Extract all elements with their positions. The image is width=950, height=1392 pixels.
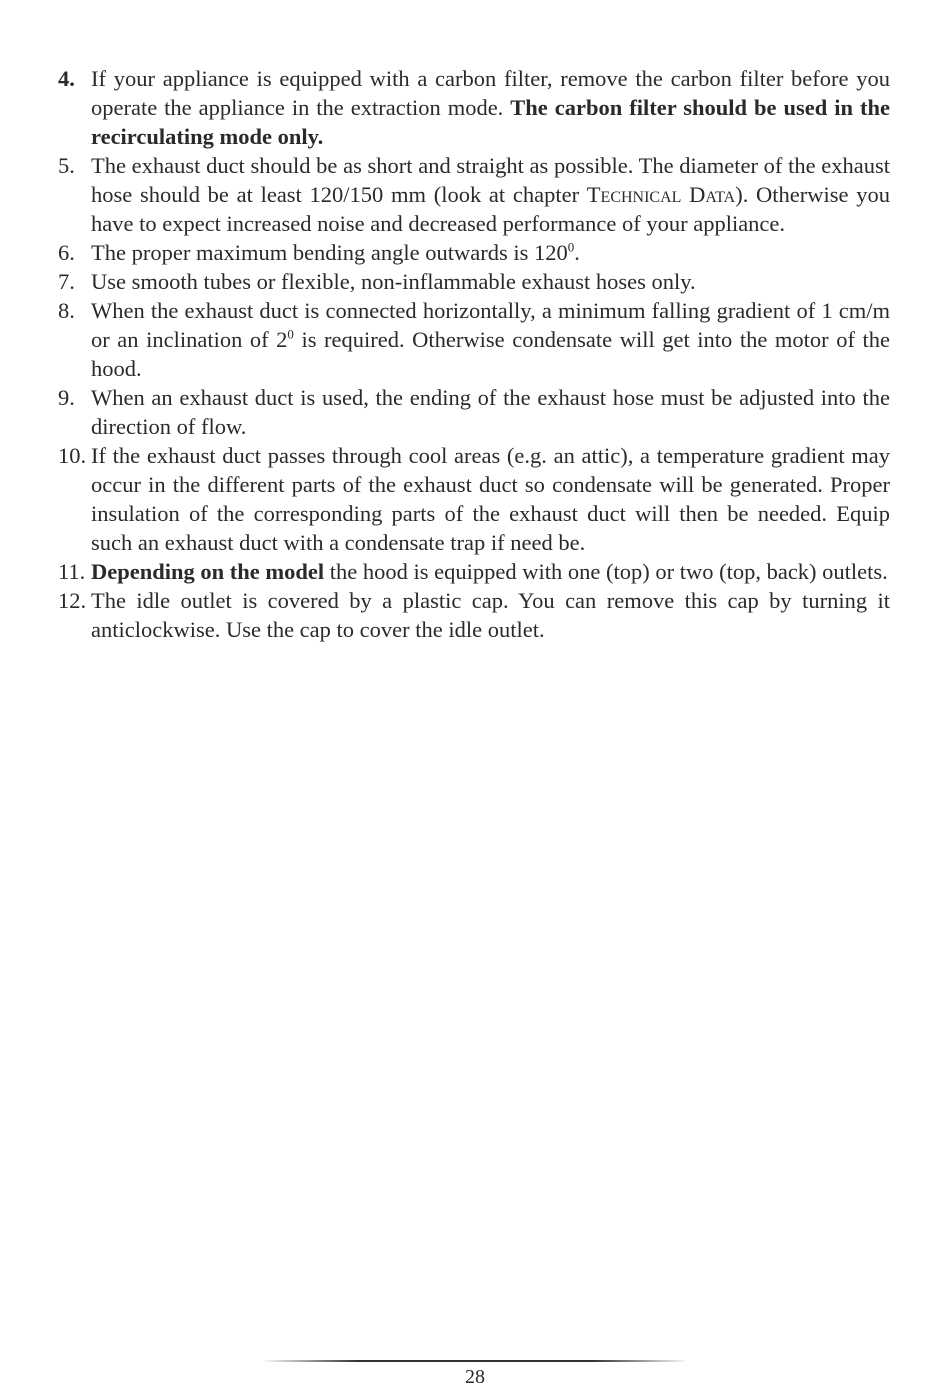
degree-superscript: 0 xyxy=(287,326,294,342)
list-item-9 xyxy=(58,383,890,441)
list-item-7 xyxy=(58,267,890,296)
item-text-continued: is required. Otherwise condensate will get into the motor of the hood. xyxy=(91,327,890,381)
chapter-reference: Technical Data xyxy=(586,182,736,207)
item-bold-text: The carbon filter should be used in the recirculating mode only. xyxy=(91,95,890,149)
list-item-10 xyxy=(58,441,890,557)
list-item-6 xyxy=(58,238,890,267)
footer-divider xyxy=(265,1360,685,1362)
item-text-continued: . xyxy=(574,240,580,265)
item-number: 12. xyxy=(58,588,87,613)
item-number: 11. xyxy=(58,559,86,584)
item-text: When the exhaust duct is connected horizontally, a minimum falling gradient of 1 cm/m or an inclination of 2 xyxy=(91,298,890,352)
list-item-5 xyxy=(58,151,890,238)
list-item-4 xyxy=(58,64,890,151)
degree-superscript: 0 xyxy=(567,239,575,255)
item-number: 8. xyxy=(58,298,75,323)
item-text-continued: ). Otherwise you have to expect increased noise and decreased performance of your appliance. xyxy=(91,182,890,236)
list-item-12 xyxy=(58,586,890,644)
item-text: the hood is equipped with one (top) or two (top, back) outlets. xyxy=(324,559,888,584)
item-number: 6. xyxy=(58,240,75,265)
item-number: 7. xyxy=(58,269,75,294)
item-text: The proper maximum bending angle outwards is 120 xyxy=(91,240,568,265)
item-number: 9. xyxy=(58,385,75,410)
page-number: 28 xyxy=(465,1366,485,1388)
item-text: Use smooth tubes or flexible, non-inflammable exhaust hoses only. xyxy=(91,269,696,294)
item-text: If your appliance is equipped with a carbon filter, remove the carbon filter before you operate the appliance in the extraction mode. xyxy=(91,66,890,120)
list-item-8 xyxy=(58,296,890,383)
instruction-list xyxy=(58,64,890,644)
item-text: When an exhaust duct is used, the ending of the exhaust hose must be adjusted into the direction of flow. xyxy=(91,385,890,439)
item-text: If the exhaust duct passes through cool areas (e.g. an attic), a temperature gradient may occur in the different parts of the exhaust duct so condensate will be generated. Proper insulation of the corresponding parts of the exhaust duct will then be needed. Equip such an exhaust duct with a condensate trap if need be. xyxy=(91,443,890,555)
item-number: 10. xyxy=(58,443,87,468)
item-number: 5. xyxy=(58,153,75,178)
list-item-11 xyxy=(58,557,890,586)
item-text: The exhaust duct should be as short and straight as possible. The diameter of the exhaust hose should be at least 120/150 mm (look at chapter xyxy=(91,153,890,207)
item-bold-text: Depending on the model xyxy=(91,559,325,584)
item-text: The idle outlet is covered by a plastic cap. You can remove this cap by turning it anticlockwise. Use the cap to cover the idle outlet. xyxy=(91,588,890,642)
item-number: 4. xyxy=(58,66,75,91)
